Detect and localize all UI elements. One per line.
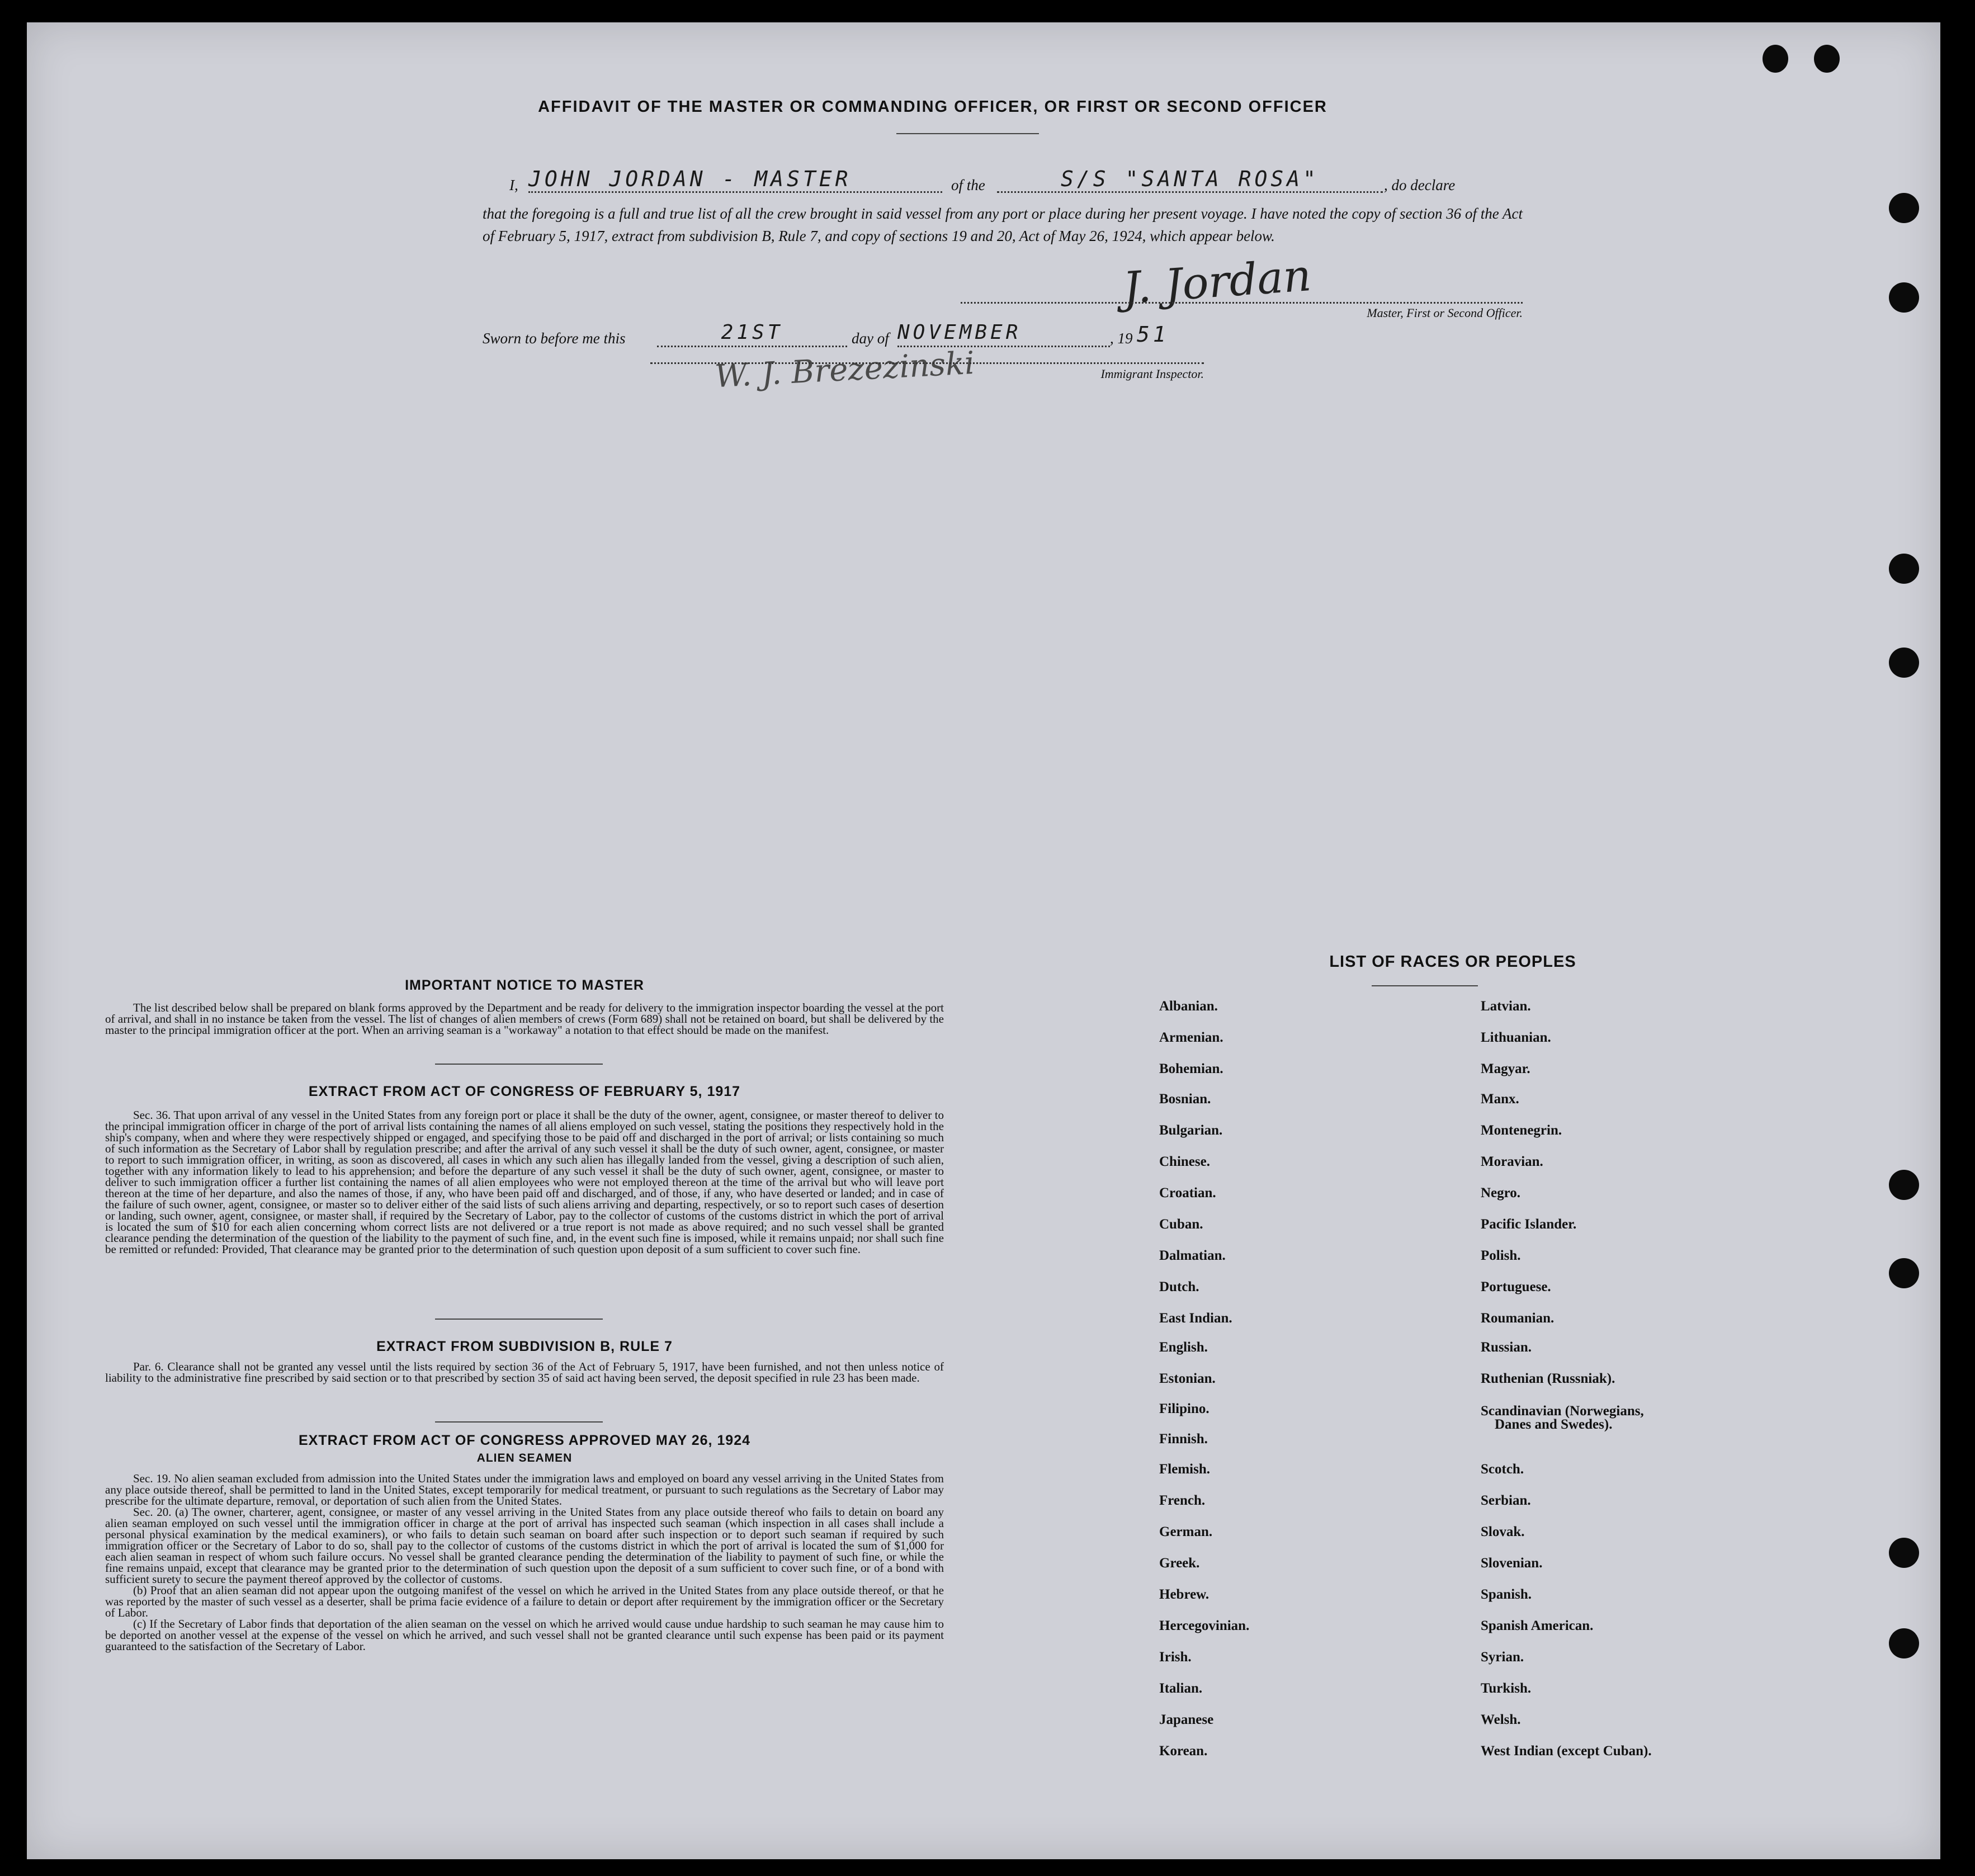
inspector-signature-line [650, 362, 1204, 364]
section-20c-paragraph: (c) If the Secretary of Labor finds that deportation of the alien seaman on the vessel on which he arrived would cause undue hardship to such seaman he may cause him to be deported on another vessel at the expense of the vessel on which he arrived, and such vessel shall not be granted clearance until such expense has been paid or its payment guaranteed to the satisfaction of the Secretary of Labor. [105, 1617, 944, 1653]
inspector-label: Immigrant Inspector. [1100, 367, 1204, 381]
race-item: Pacific Islander. [1481, 1217, 1577, 1232]
race-item: Syrian. [1481, 1650, 1524, 1665]
race-item: Cuban. [1159, 1217, 1203, 1232]
punch-hole [1889, 1258, 1919, 1288]
race-item: Magyar. [1481, 1061, 1530, 1076]
extract-rule7-title: EXTRACT FROM SUBDIVISION B, RULE 7 [376, 1339, 673, 1354]
race-item: Armenian. [1159, 1030, 1223, 1045]
section-36-paragraph: Sec. 36. That upon arrival of any vessel in the United States from any foreign port or place it shall be the duty of the owner, agent, consignee, or master thereof to deliver to the principal immigration officer in charge of the port of arrival lists containing the names of all aliens employed on such vessel, stating the positions they respectively hold in the ship's company, when and where they were respectively shipped or engaged, and specifying those to be paid off and discharged in the port of arrival; or lists containing so much of such information as the Secretary of Labor shall by regulation prescribe; and after the arrival of any such vessel it shall be the duty of such owner, agent, consignee, or master to report to such immigration officer, in writing, as soon as discovered, all cases in which any such alien has illegally landed from the vessel, giving a description of such alien, together with any information likely to lead to his apprehension; and before the departure of any such vessel it shall be the duty of such owner, agent, consignee, or master to deliver to such immigration officer a further list containing the names of all alien employees who were not employed thereon at the time of the arrival but who will leave port thereon at the time of her departure, and also the names of those, if any, who have been paid off and discharged, and of those, if any, who have deserted or landed; and in case of the failure of such owner, agent, consignee, or master so to deliver either of the said lists of such aliens arriving and departing, respectively, or so to report such cases of desertion or landing, such owner, agent, consignee, or master shall, if required by the Secretary of Labor, pay to the collector of customs of the customs district in which the port of arrival is located the sum of $10 for each alien concerning whom correct lists are not delivered or a true report is not made as above required; and no such vessel shall be granted clearance pending the determination of the question of the liability to the payment of such fine, and, in the event such fine is imposed, while it remains unpaid; nor shall such fine be remitted or refunded: Provided, That clearance may be granted prior to the determination of such question upon deposit of a sum sufficient to cover such fine. [105, 1108, 944, 1256]
of-the-label: of the [951, 177, 985, 193]
race-item: Hercegovinian. [1159, 1618, 1250, 1633]
sworn-day-field: 21ST [657, 321, 847, 347]
master-signature: J. Jordan [1121, 250, 1313, 314]
extract-1924-title: EXTRACT FROM ACT OF CONGRESS APPROVED MAY 26, 1924 [298, 1433, 751, 1448]
race-item: Lithuanian. [1481, 1030, 1551, 1045]
race-item: English. [1159, 1340, 1208, 1355]
notice-paragraph: The list described below shall be prepared on blank forms approved by the Department and be ready for delivery to the immigration inspector boarding the vessel at the port of arrival, and shall in no instance be taken from the vessel. The list of changes of alien members of crews (Form 689) shall not be retained on board, but shall be delivered by the master to the principal immigration officer at the port. When an arriving seaman is a "workaway" a notation to that effect should be made on the manifest. [105, 1001, 944, 1037]
punch-hole [1889, 648, 1919, 678]
race-item: Albanian. [1159, 999, 1218, 1014]
race-item: Scandinavian (Norwegians, [1481, 1404, 1644, 1419]
race-item: Danes and Swedes). [1495, 1417, 1613, 1432]
race-item: Bohemian. [1159, 1061, 1223, 1076]
race-item: Italian. [1159, 1681, 1203, 1696]
year-field: 51 [1137, 322, 1169, 347]
master-signature-line [961, 302, 1523, 304]
section-20b-paragraph: (b) Proof that an alien seaman did not appear upon the outgoing manifest of the vessel on which he arrived in the United States from any place outside thereof, or that he was reported by the master of such vessel as a deserter, shall be prima facie evidence of a failure to detain or deport after requirement by the immigration officer or the Secretary of Labor. [105, 1584, 944, 1619]
race-item: Manx. [1481, 1091, 1519, 1107]
section-20a-paragraph: Sec. 20. (a) The owner, charterer, agent, consignee, or master of any vessel arriving in the United States from any place outside thereof who fails to detain on board any alien seaman employed on such vessel until the immigration officer in charge at the port of arrival has inspected such seaman (which inspection in all cases shall include a personal physical examination by the medical examiners), or who fails to detain such seaman on board after such inspection or to deport such seaman if required by such immigration officer or the Secretary of Labor to do so, shall pay to the collector of customs of the customs district in which the port of arrival is located the sum of $1,000 for each alien seaman in respect of whom such failure occurs. No vessel shall be granted clearance pending the determination of the liability to payment of such fine, or while the fine remains unpaid, except that clearance may be granted prior to the determination of such question upon the deposit of a sum sufficient to cover such fine, or of a bond with sufficient surety to secure the payment thereof approved by the collector of customs. [105, 1505, 944, 1586]
master-name-field: JOHN JORDAN - MASTER [528, 167, 942, 193]
day-of-label: day of [852, 330, 889, 347]
race-item: Turkish. [1481, 1681, 1532, 1696]
race-item: Korean. [1159, 1743, 1208, 1759]
race-item: West Indian (except Cuban). [1481, 1743, 1652, 1759]
punch-hole [1889, 554, 1919, 584]
race-item: Spanish. [1481, 1587, 1532, 1602]
extract-rule7-text [105, 1361, 944, 1383]
race-item: Negro. [1481, 1185, 1521, 1201]
punch-hole [1889, 1628, 1919, 1658]
divider [1372, 985, 1478, 986]
year-prefix: , 19 [1110, 330, 1133, 347]
extract-1917-title: EXTRACT FROM ACT OF CONGRESS OF FEBRUARY 5, 1917 [308, 1084, 741, 1099]
race-item: French. [1159, 1493, 1206, 1508]
do-declare-label: , do declare [1384, 177, 1456, 193]
race-item: German. [1159, 1524, 1213, 1539]
race-item: Irish. [1159, 1650, 1192, 1665]
section-19-paragraph: Sec. 19. No alien seaman excluded from admission into the United States under the immigration laws and employed on board any vessel arriving in the United States from any place outside thereof, shall be permitted to land in the United States, except temporarily for medical treatment, or pursuant to such regulations as the Secretary of Labor may prescribe for the ultimate departure, removal, or deportation of such alien from the United States. [105, 1472, 944, 1508]
race-item: Welsh. [1481, 1712, 1521, 1727]
divider [896, 133, 1039, 134]
punch-hole [1763, 45, 1788, 73]
extract-1924-text [105, 1473, 944, 1652]
race-item: Greek. [1159, 1556, 1200, 1571]
sworn-line [483, 319, 1209, 352]
race-item: Croatian. [1159, 1185, 1216, 1201]
race-item: East Indian. [1159, 1311, 1232, 1326]
race-item: Bosnian. [1159, 1091, 1211, 1107]
race-item: Finnish. [1159, 1431, 1208, 1447]
race-item: Moravian. [1481, 1154, 1543, 1169]
document-page [27, 22, 1940, 1859]
race-item: Ruthenian (Russniak). [1481, 1371, 1615, 1386]
race-item: Dutch. [1159, 1279, 1199, 1294]
race-item: Slovenian. [1481, 1556, 1543, 1571]
sworn-label: Sworn to before me this [483, 330, 626, 347]
race-item: Roumanian. [1481, 1311, 1555, 1326]
alien-seamen-subtitle: ALIEN SEAMEN [476, 1452, 573, 1464]
punch-hole [1889, 282, 1919, 313]
race-item: Portuguese. [1481, 1279, 1551, 1294]
race-item: Spanish American. [1481, 1618, 1594, 1633]
punch-hole [1889, 1170, 1919, 1200]
race-item: Russian. [1481, 1340, 1532, 1355]
race-item: Japanese [1159, 1712, 1214, 1727]
vessel-field: S/S "SANTA ROSA" [997, 167, 1383, 193]
sworn-month-field: NOVEMBER [897, 321, 1110, 347]
race-item: Dalmatian. [1159, 1248, 1226, 1263]
punch-hole [1814, 45, 1840, 73]
race-item: Flemish. [1159, 1462, 1210, 1477]
divider [435, 1064, 603, 1065]
divider [435, 1319, 603, 1320]
race-item: Latvian. [1481, 999, 1531, 1014]
punch-hole [1889, 193, 1919, 223]
race-item: Filipino. [1159, 1401, 1209, 1416]
extract-1917-text [105, 1109, 944, 1255]
notice-title: IMPORTANT NOTICE TO MASTER [405, 977, 644, 993]
race-item: Estonian. [1159, 1371, 1216, 1386]
race-item: Bulgarian. [1159, 1123, 1223, 1138]
punch-hole [1889, 1538, 1919, 1568]
i-label: I, [509, 177, 518, 193]
divider [435, 1421, 603, 1423]
notice-text [105, 1002, 944, 1036]
affidavit-title: AFFIDAVIT OF THE MASTER OR COMMANDING OFFICER, OR FIRST OR SECOND OFFICER [538, 98, 1327, 116]
race-item: Hebrew. [1159, 1587, 1209, 1602]
inspector-signature: W. J. Brezezinski [714, 344, 976, 395]
race-item: Montenegrin. [1481, 1123, 1562, 1138]
race-item: Slovak. [1481, 1524, 1525, 1539]
master-signature-label: Master, First or Second Officer. [1367, 306, 1523, 320]
par-6-paragraph: Par. 6. Clearance shall not be granted any vessel until the lists required by section 36 of the Act of February 5, 1917, have been furnished, and not then unless notice of liability to the administrative fine prescribed by said section or to that prescribed by section 35 of said act having been served, the deposit specified in rule 23 has been made. [105, 1360, 944, 1384]
races-title: LIST OF RACES OR PEOPLES [1329, 953, 1576, 971]
race-item: Serbian. [1481, 1493, 1531, 1508]
race-item: Polish. [1481, 1248, 1521, 1263]
declaration-line [483, 167, 1523, 195]
race-item: Chinese. [1159, 1154, 1210, 1169]
affidavit-body: that the foregoing is a full and true list of all the crew brought in said vessel from any port or place during her present voyage. I have noted the copy of section 36 of the Act of February 5, 1917, extract from subdivision B, Rule 7, and copy of sections 19 and 20, Act of May 26, 1924, which appear below. [483, 205, 1523, 244]
race-item: Scotch. [1481, 1462, 1524, 1477]
